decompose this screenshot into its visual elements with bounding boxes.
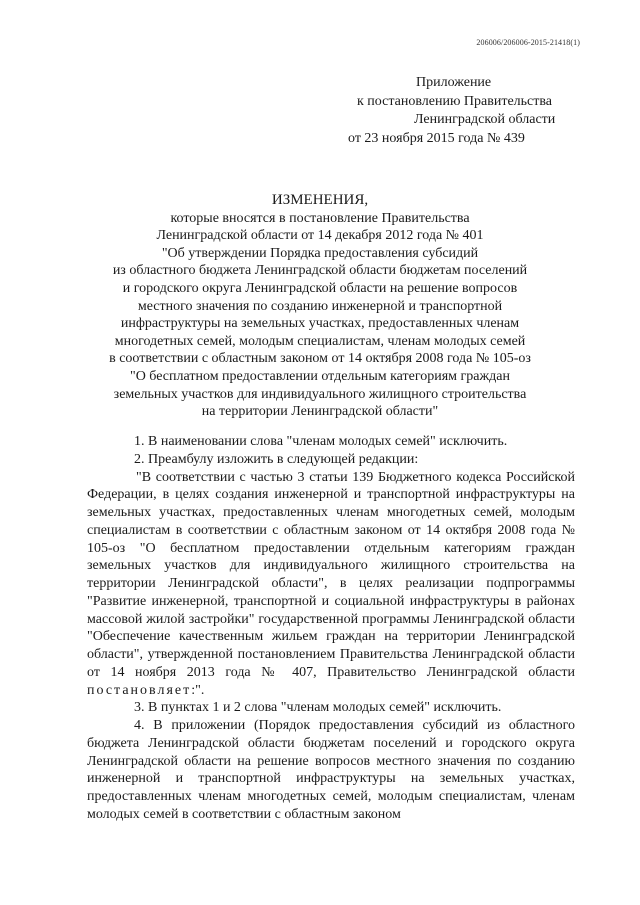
paragraph-1: 1. В наименовании слова "членам молодых семей" исключить.	[134, 434, 508, 449]
document-title	[100, 192, 540, 421]
title-line: земельных участков для индивидуального жилищного строительства	[113, 386, 527, 402]
title-line: "Об утверждении Порядка предоставления субсидий	[161, 245, 479, 261]
appendix-line: Ленинградской области	[414, 112, 556, 127]
paragraph-5: 4. В приложении (Порядок предоставления субсидий из областного бюджета Ленинградской области бюджетам поселений и городского округа Ленинградской области на решение вопросов местного значения по созданию инженерной и транспортной инфраструктуры на земельных участках, предоставленных членам многодетных семей, молодым специалистам, членам молодых семей в соответствии с областным законом	[87, 718, 575, 822]
title-heading: ИЗМЕНЕНИЯ,	[271, 192, 369, 208]
paragraph-3-main: "В соответствии с частью 3 статьи 139 Бюджетного кодекса Российской Федерации, в целях создания инженерной и транспортной инфраструктуры на земельных участках, предоставленных членам многодетных семей, молодым специалистам в соответствии с областным законом от 14 октября 2008 года № 105-оз "О бесплатном предоставлении отдельным категориям граждан земельных участков для индивидуального жилищного строительства на территории Ленинградской области", в целях реализации подпрограммы "Развитие инженерной, транспортной и социальной инфраструктуры в районах массовой жилой застройки" государственной программы Ленинградской области "Обеспечение качественным жильем граждан на территории Ленинградской области", утвержденной постановлением Правительства Ленинградской области от 14 ноября 2013 года № 407, Правительство Ленинградской области	[87, 469, 575, 680]
appendix-line: к постановлению Правительства	[357, 93, 553, 109]
title-line: из областного бюджета Ленинградской области бюджетам поселений	[112, 263, 528, 279]
document-body	[87, 433, 575, 824]
title-line: местного значения по созданию инженерной и транспортной	[137, 298, 503, 314]
document-id: 206006/206006-2015-21418(1)	[476, 38, 580, 47]
title-line: на территории Ленинградской области"	[201, 404, 439, 420]
paragraph-4: 3. В пунктах 1 и 2 слова "членам молодых семей" исключить.	[134, 700, 502, 716]
title-line: Ленинградской области от 14 декабря 2012 года № 401	[156, 228, 484, 244]
title-line: "О бесплатном предоставлении отдельным категориям граждан	[129, 368, 511, 384]
paragraph-3-end: :".	[191, 682, 205, 698]
title-line: инфраструктуры на земельных участках, предоставленных членам	[120, 316, 520, 332]
title-line: и городского округа Ленинградской области на решение вопросов	[122, 280, 518, 296]
appendix-block	[348, 74, 588, 148]
paragraph-3-spaced: постановляет	[87, 682, 192, 698]
paragraph-3	[87, 469, 575, 700]
title-line: которые вносятся в постановление Правительства	[170, 210, 470, 226]
paragraph-2: 2. Преамбулу изложить в следующей редакции:	[134, 451, 419, 467]
title-line: многодетных семей, молодым специалистам, членам молодых семей	[114, 333, 526, 349]
appendix-line: Приложение	[416, 75, 492, 90]
appendix-line: от 23 ноября 2015 года № 439	[348, 130, 525, 146]
title-line: в соответствии с областным законом от 14 октября 2008 года № 105-оз	[109, 351, 531, 367]
